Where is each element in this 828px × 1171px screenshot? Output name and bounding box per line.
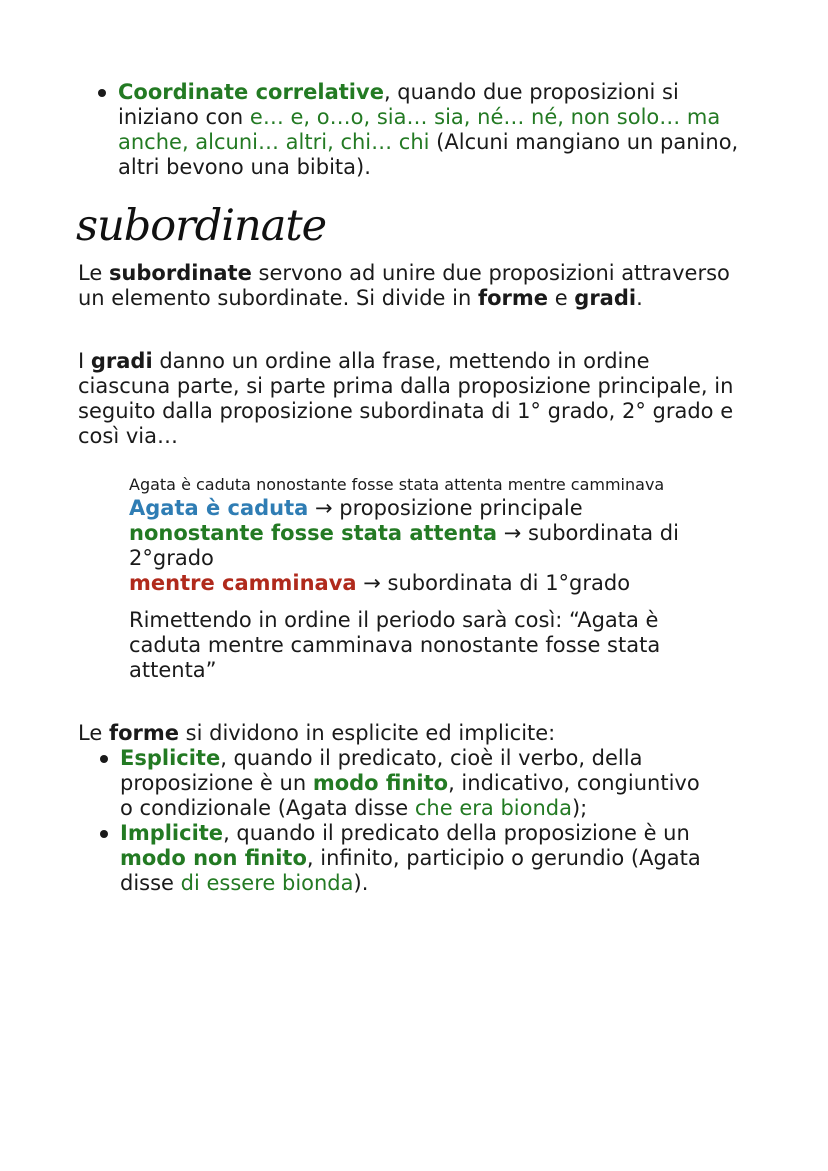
esplicite-bold: modo finito bbox=[312, 771, 449, 795]
intro-bold-forme: forme bbox=[477, 286, 549, 310]
term-implicite: Implicite bbox=[120, 821, 224, 845]
correlative-examples: e… e, o…o, sia… sia, né… né, non solo… ma anche, alcuni… altri, chi… chi bbox=[118, 105, 721, 154]
intro-paragraph bbox=[78, 261, 758, 311]
implicite-bold: modo non finito bbox=[120, 846, 307, 870]
example-line-primo-grado bbox=[129, 571, 709, 596]
intro-text: e bbox=[548, 286, 575, 310]
esplicite-example: che era bionda bbox=[414, 796, 572, 820]
forme-intro bbox=[78, 721, 758, 746]
implicite-example: di essere bionda bbox=[180, 871, 354, 895]
list-item-correlative bbox=[76, 80, 756, 180]
example-sentence: Agata è caduta nonostante fosse stata attenta mentre camminava bbox=[129, 475, 665, 494]
correlative-section bbox=[76, 80, 756, 180]
implicite-text: ). bbox=[353, 871, 369, 895]
esplicite-text: , indicativo, congiuntivo o condizionale (Agata disse bbox=[120, 771, 700, 820]
forme-text: si dividono in esplicite ed implicite: bbox=[178, 721, 556, 745]
example-line-secondo-grado bbox=[129, 521, 709, 571]
example-key-principale: Agata è caduta bbox=[129, 496, 309, 520]
forme-bold: forme bbox=[108, 721, 179, 745]
intro-text: Le bbox=[78, 261, 109, 285]
example-desc: → subordinata di 2°grado bbox=[129, 521, 679, 570]
section-heading: subordinate bbox=[76, 201, 327, 251]
example-key-secondo-grado: nonostante fosse stata attenta bbox=[129, 521, 498, 545]
gradi-paragraph bbox=[78, 349, 738, 449]
term-correlative: Coordinate correlative bbox=[118, 80, 384, 104]
esplicite-text: ); bbox=[571, 796, 588, 820]
list-item-esplicite bbox=[78, 746, 718, 821]
bullet-icon bbox=[100, 830, 108, 838]
correlative-example-sentence: (Alcuni mangiano un panino, altri bevono una bibita). bbox=[118, 130, 739, 179]
example-desc: → proposizione principale bbox=[308, 496, 583, 520]
forme-text: Le bbox=[78, 721, 109, 745]
example-key-primo-grado: mentre camminava bbox=[129, 571, 357, 595]
gradi-text: danno un ordine alla frase, mettendo in ordine ciascuna parte, si parte prima dalla proposizione principale, in seguito dalla proposizione subordinata di 1° grado, 2° grado e così via… bbox=[78, 349, 734, 448]
forme-section bbox=[78, 721, 758, 896]
term-esplicite: Esplicite bbox=[120, 746, 221, 770]
gradi-text: I bbox=[78, 349, 91, 373]
example-block bbox=[129, 474, 709, 683]
example-line-principale bbox=[129, 496, 709, 521]
example-desc: → subordinata di 1°grado bbox=[356, 571, 631, 595]
intro-text: . bbox=[636, 286, 643, 310]
intro-text: servono ad unire due proposizioni attraverso un elemento subordinate. Si divide in bbox=[78, 261, 730, 310]
gradi-bold: gradi bbox=[90, 349, 153, 373]
bullet-icon bbox=[98, 89, 106, 97]
esplicite-text: , quando il predicato, cioè il verbo, della proposizione è un bbox=[120, 746, 643, 795]
list-item-implicite bbox=[78, 821, 718, 896]
forme-list bbox=[78, 746, 718, 896]
correlative-text: , quando due proposizioni si iniziano con bbox=[118, 80, 679, 129]
implicite-text: , infinito, participio o gerundio (Agata disse bbox=[120, 846, 701, 895]
intro-bold-subordinate: subordinate bbox=[108, 261, 252, 285]
example-reorder: Rimettendo in ordine il periodo sarà così: “Agata è caduta mentre camminava nonostante fosse stata attenta” bbox=[129, 608, 661, 682]
bullet-icon bbox=[100, 755, 108, 763]
intro-bold-gradi: gradi bbox=[574, 286, 637, 310]
implicite-text: , quando il predicato della proposizione è un bbox=[223, 821, 690, 845]
